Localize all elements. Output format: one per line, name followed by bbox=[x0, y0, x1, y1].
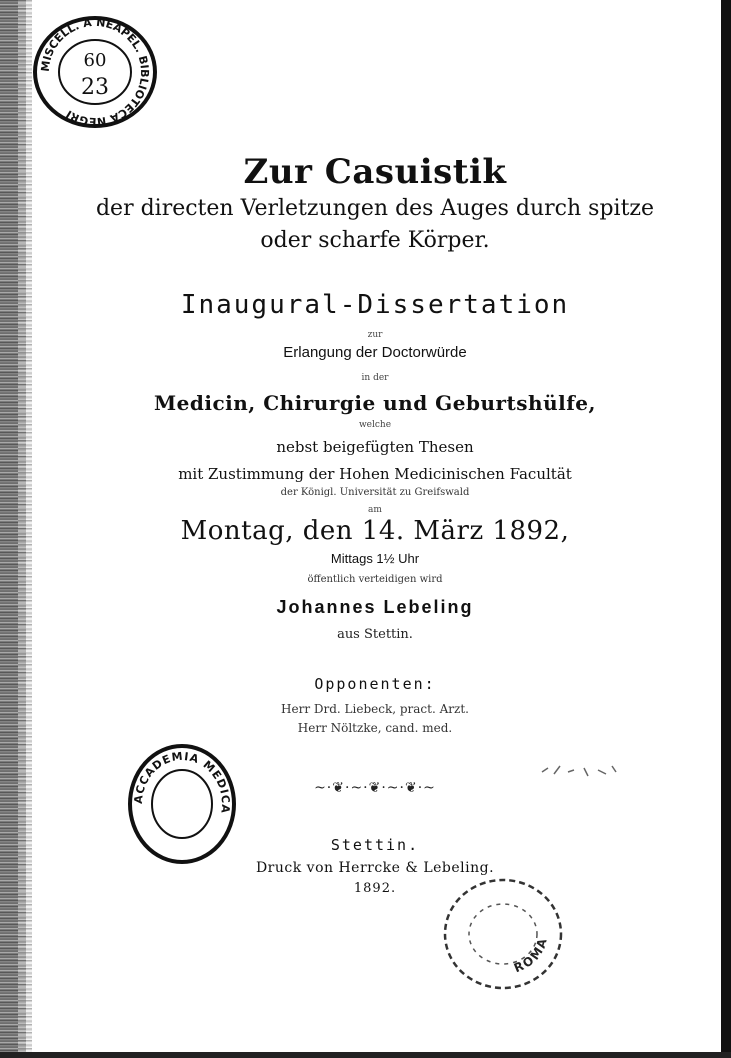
author-origin: aus Stettin. bbox=[337, 627, 413, 642]
stamp-middle-left-ring-text: ACCADEMIA MEDICA bbox=[131, 749, 233, 815]
author-name: Johannes Lebeling bbox=[276, 597, 474, 617]
fields-of-study: Medicin, Chirurgie und Geburtshülfe, bbox=[154, 391, 596, 415]
svg-text:ROMA bbox=[512, 935, 550, 975]
stamp-top-left-number-top: 60 bbox=[83, 50, 107, 71]
thesis-subtitle-line-1: der directen Verletzungen des Auges durch spitze bbox=[95, 196, 655, 221]
defense-date: Montag, den 14. März 1892, bbox=[180, 516, 570, 546]
connector-zur: zur bbox=[367, 330, 383, 340]
stamp-top-left-ring-text: MISCELL. A NEAPEL. BIBLIOTECA NEGRI bbox=[38, 15, 152, 129]
connector-am: am bbox=[368, 505, 382, 515]
opponent-1: Herr Drd. Liebeck, pract. Arzt. bbox=[281, 702, 469, 716]
publication-city: Stettin. bbox=[330, 836, 420, 854]
publication-year: 1892. bbox=[353, 881, 397, 896]
stamp-bottom-right-ring-text: ROMA bbox=[511, 935, 551, 976]
printer-line: Druck von Herrcke & Lebeling. bbox=[255, 860, 495, 876]
defend-line: öffentlich verteidigen wird bbox=[307, 574, 443, 585]
degree-line: Erlangung der Doctorwürde bbox=[283, 344, 467, 361]
connector-welche: welche bbox=[358, 420, 392, 430]
scanned-page-right-edge bbox=[721, 0, 731, 1058]
thesis-title: Zur Casuistik bbox=[243, 152, 507, 192]
faculty-approval-line: mit Zustimmung der Hohen Medicinischen Facultät bbox=[178, 465, 572, 483]
opponent-2: Herr Nöltzke, cand. med. bbox=[297, 721, 453, 735]
defense-time: Mittags 1½ Uhr bbox=[330, 551, 420, 566]
library-stamp-top-left bbox=[30, 14, 160, 130]
dissertation-heading: Inaugural-Dissertation bbox=[180, 290, 570, 320]
connector-in-der: in der bbox=[361, 373, 389, 383]
decorative-ornament: ~·❦·~·❦·~·❦·~ bbox=[314, 780, 436, 796]
theses-line: nebst beigefügten Thesen bbox=[276, 438, 474, 456]
thesis-subtitle-line-2: oder scharfe Körper. bbox=[260, 228, 490, 253]
faint-ink-marks bbox=[540, 762, 620, 782]
opponents-heading: Opponenten: bbox=[314, 675, 436, 693]
stamp-top-left-number-bottom: 23 bbox=[81, 75, 109, 100]
scanned-page-bottom-edge bbox=[0, 1052, 731, 1058]
university-line: der Königl. Universität zu Greifswald bbox=[280, 487, 470, 498]
